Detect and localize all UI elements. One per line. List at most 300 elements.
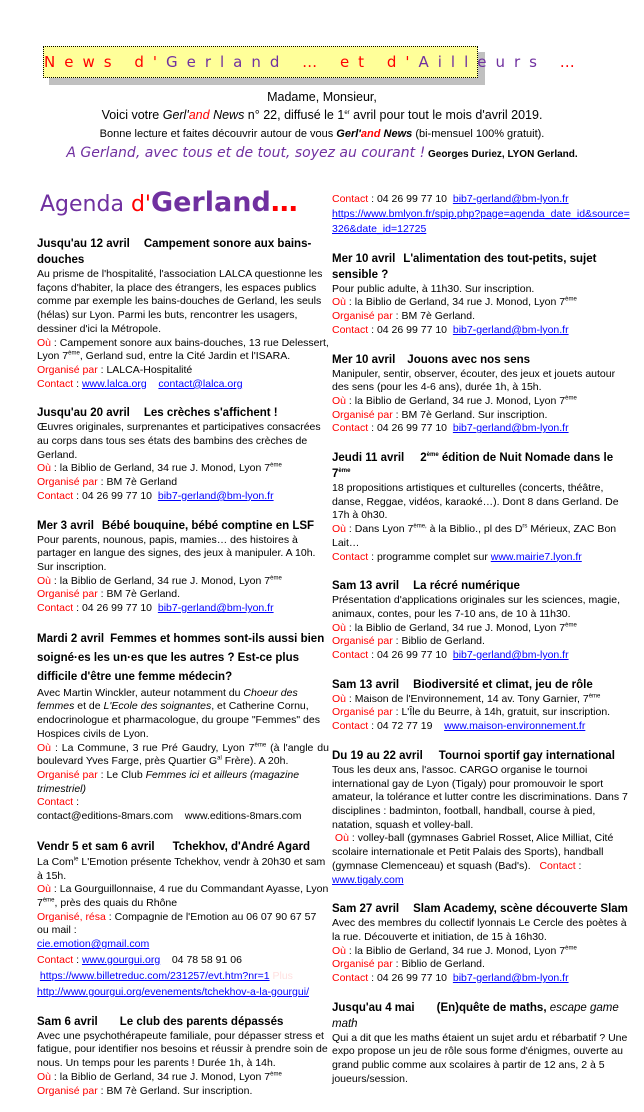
label-ou: Où: [37, 336, 52, 349]
event-heading: [332, 677, 632, 693]
event-title: édition de Nuit Nomade dans le 7: [332, 452, 614, 481]
organizer-text: Biblio de Gerland.: [401, 635, 485, 648]
event-heading: [37, 405, 329, 421]
sep: :: [392, 408, 402, 421]
event-heading: [332, 251, 632, 283]
banner-title: [43, 46, 584, 78]
label-contact: Contact: [37, 602, 74, 615]
event-heading: [332, 450, 632, 482]
sep: :: [73, 796, 80, 809]
location-text: la Biblio de Gerland, 34 rue J. Monod, Lyon 7: [354, 394, 566, 407]
motto: A Gerland, avec tous et de tout, soyez au courant !: [66, 145, 426, 161]
body-text: Avec Martin Winckler, auteur notamment du: [37, 686, 244, 699]
label-organise-resa: Organisé, résa: [37, 910, 106, 923]
event-item: [37, 1014, 329, 1099]
motto-line: [0, 143, 644, 165]
location-text: la Biblio de Gerland, 34 rue J. Monod, Lyon 7: [354, 296, 566, 309]
label-ou: Où: [37, 574, 52, 587]
phone: 04 26 99 77 10: [376, 972, 448, 985]
sep: :: [51, 336, 60, 349]
sup: ème,: [413, 523, 427, 530]
sep: :: [51, 883, 60, 896]
event-date: Mardi 2 avril: [37, 632, 105, 645]
signature: Georges Duriez, LYON Gerland.: [425, 149, 578, 160]
label-contact: Contact: [37, 489, 74, 502]
event-title: Bébé bouquine, bébé comptine en LSF: [101, 519, 315, 532]
brand-part: Gerl': [162, 108, 189, 122]
event-item: [37, 838, 329, 1000]
banner-word-news: News: [44, 53, 121, 71]
event-body: Avec une psychothérapeute familiale, pour dépasser stress et fatigue, pour identifier nos besoins et réussir à prendre soin de nous. Un temps pour les parents ! Durée 1h, à 14h.: [37, 1029, 328, 1070]
sup: ème: [68, 350, 80, 357]
location-text: Frère). A 20h.: [221, 755, 289, 768]
sep: :: [51, 574, 60, 587]
label-organise: Organisé par: [37, 476, 98, 489]
banner-word-ailleurs: Ailleurs: [418, 53, 546, 71]
organizer-text: Le Club: [106, 768, 146, 781]
agenda-title-ellipsis: …: [270, 187, 298, 218]
label-organise: Organisé par: [332, 408, 393, 421]
event-location: [37, 742, 329, 769]
label-organise: Organisé par: [37, 588, 98, 601]
event-location: [332, 832, 632, 887]
event-heading: [37, 518, 329, 534]
sup: ème: [565, 945, 577, 952]
event-organizer: [37, 588, 329, 602]
event-title: Biodiversité et climat, jeu de rôle: [413, 678, 593, 691]
newsletter-banner: [43, 46, 584, 79]
sup: ème: [270, 1071, 282, 1078]
event-location: [332, 622, 632, 636]
greeting: Madame, Monsieur,: [267, 90, 377, 104]
event-organizer: [37, 1085, 329, 1099]
sup: al: [217, 755, 222, 762]
agenda-url-line: [332, 207, 632, 237]
banner-word-d: d': [120, 53, 166, 71]
phone: 04 26 99 77 10: [376, 649, 448, 662]
sep: :: [51, 1070, 60, 1083]
event-date: Jusqu'au 12 avril: [37, 238, 130, 250]
label-organise: Organisé par: [37, 768, 98, 781]
event-contact: [332, 422, 632, 436]
sup: ème: [588, 693, 601, 700]
sup: ème: [426, 452, 439, 459]
banner-ellipsis-1: …: [288, 53, 340, 71]
event-location: [37, 1071, 329, 1085]
event-title: (En)quête de maths,: [436, 1001, 550, 1014]
banner-word-gerland: Gerland: [165, 53, 289, 71]
body-text: L'Emotion présente Tchekhov, vendr à 20h30 et sam à 15h.: [37, 855, 326, 882]
sup: ème: [565, 622, 577, 629]
sep: :: [368, 972, 377, 985]
event-date: Sam 27 avril: [332, 903, 400, 916]
sup: ème: [338, 468, 351, 475]
banner-ellipsis-2: …: [545, 53, 584, 71]
label-ou: Où: [332, 296, 347, 309]
issue-line: [0, 106, 644, 125]
event-item: [332, 1000, 632, 1087]
sep: :: [368, 323, 377, 336]
sep: :: [575, 859, 582, 872]
sep: :: [346, 944, 355, 957]
event-contact: [332, 649, 632, 663]
sup: ème: [565, 296, 577, 303]
event-body: [37, 687, 329, 742]
email-link[interactable]: bib7-gerland@bm-lyon.fr: [452, 422, 569, 435]
location-text: Maison de l'Environnement, 14 av. Tony Garnier, 7: [354, 692, 589, 705]
event-organizer: [332, 409, 632, 423]
sep: :: [346, 692, 355, 705]
event-title: Les crèches s'affichent !: [143, 407, 278, 420]
agenda-title-word: Agenda: [40, 192, 131, 217]
continued-contact: [332, 193, 632, 237]
label-ou: Où: [37, 462, 52, 475]
location-text: à la Biblio., pl des D: [426, 523, 523, 536]
label-contact: Contact: [539, 859, 576, 872]
location-text: La Gourguillonnaise, 4 rue du Commandant Ayasse, Lyon 7: [37, 883, 329, 909]
brand-part: and: [188, 108, 210, 122]
sep: :: [392, 635, 402, 648]
body-text: et de: [74, 700, 104, 713]
brand-part: News: [209, 108, 245, 122]
brand-part: and: [360, 128, 381, 140]
location-text: Campement sonore aux bains-douches, 13 rue Delessert, Lyon 7: [37, 336, 329, 363]
sep: :: [105, 910, 115, 923]
label-contact: Contact: [332, 193, 369, 205]
event-date: Mer 10 avril: [332, 252, 396, 265]
banner-word-et-d: et d': [339, 53, 419, 71]
event-body: Tous les deux ans, l'assoc. CARGO organise le tournoi international gay de Lyon (Tigaly) pour promouvoir le sport amateur, la tolérance et lutter contre les discriminations. Dans 7 disciplines : badminton, football, handball, course à pied, natation, squash et volley-ball.: [332, 763, 628, 831]
event-heading: [37, 1014, 329, 1030]
brand-part: News: [380, 128, 413, 140]
sep: :: [97, 363, 107, 376]
phone: 04 72 77 19: [376, 720, 433, 733]
location-text: la Biblio de Gerland, 34 rue J. Monod, Lyon 7: [59, 574, 271, 587]
email-line: [37, 938, 329, 952]
event-heading: [332, 578, 632, 594]
event-contact: [332, 720, 632, 734]
website-link[interactable]: www.mairie7.lyon.fr: [490, 550, 582, 563]
event-body: 18 propositions artistiques et culturelles (concerts, théâtre, danse, Reggae, vidéos, karaoké…). Dont 8 dans Gerland. De 17h à 0h30.: [332, 482, 619, 522]
sep: :: [346, 621, 355, 634]
label-organise: Organisé par: [37, 363, 98, 376]
intro: [0, 89, 644, 165]
event-title: 2: [420, 452, 427, 465]
event-location: [332, 945, 632, 959]
location-text: La Commune, 3 rue Pré Gaudry, Lyon 7: [61, 741, 255, 754]
book-title: L'Ecole des soignantes: [103, 700, 212, 713]
label-ou: Où: [332, 523, 347, 536]
issue-text: Voici votre: [101, 108, 163, 122]
event-title: Jouons avec nos sens: [407, 353, 531, 366]
phone: 04 26 99 77 10: [81, 489, 153, 502]
sup: ème: [270, 575, 282, 582]
event-location: [37, 883, 329, 910]
sup: ème: [270, 462, 282, 469]
organizer-text: BM 7è Gerland.: [106, 588, 181, 601]
event-heading: [332, 352, 632, 368]
event-date: Mer 3 avril: [37, 519, 94, 532]
email-link[interactable]: bib7-gerland@bm-lyon.fr: [452, 323, 569, 336]
event-item: [37, 630, 329, 824]
location-text: Mérieux, ZAC Bon Lait…: [332, 523, 617, 549]
event-location: [332, 296, 632, 310]
event-heading: [332, 748, 632, 764]
event-body: Avec des membres du collectif lyonnais Le Cercle des poètes à la rue. Découverte et initiation, de 15 à 16h30.: [332, 917, 627, 943]
sup: ème: [42, 897, 55, 904]
body-text: La Com: [37, 855, 74, 868]
organizer-text: BM 7è Gerland: [106, 476, 178, 489]
organizer-text: Compagnie de l'Emotion au 06 07 90 67 57 ou mail :: [37, 910, 317, 937]
email-link[interactable]: bib7-gerland@bm-lyon.fr: [452, 972, 569, 985]
label-ou: Où: [37, 883, 52, 896]
location-text: , près des quais du Rhône: [54, 896, 178, 909]
event-date: Mer 10 avril: [332, 353, 396, 366]
event-organizer: [37, 911, 329, 938]
sup: ème: [254, 742, 267, 749]
event-organizer: [37, 769, 329, 796]
event-contact: [37, 952, 329, 968]
event-item: [37, 236, 329, 391]
label-ou: Où: [332, 394, 347, 407]
sep: :: [368, 550, 377, 563]
website-link[interactable]: www.maison-environnement.fr: [444, 720, 586, 733]
sep: :: [73, 953, 82, 966]
event-title: Femmes et hommes sont-ils aussi bien soigné·es les un·es que les autres ? Est-ce plus difficile d'être une femme médecin?: [37, 632, 325, 683]
left-column: [37, 236, 329, 1112]
label-organise: Organisé par: [37, 1084, 98, 1097]
label-ou: Où: [332, 692, 347, 705]
sep: :: [73, 489, 82, 502]
event-body: Qui a dit que les maths étaient un sujet ardu et rébarbatif ? Une expo propose un jeu de rôle sous forme d'énigmes, ouverte au grand public comme aux scolaires à partir de 12 ans, 2 à 5 joueurs/session.: [332, 1031, 628, 1085]
sup: ème: [565, 395, 577, 402]
reading-text: Bonne lecture et faites découvrir autour de vous: [99, 128, 337, 140]
agenda-url-link[interactable]: https://www.bmlyon.fr/spip.php?page=agenda_date_id&source=326&date_id=12725: [332, 207, 630, 235]
agenda-title-d: d': [130, 192, 151, 217]
organizer-magazine: Femmes ici et ailleurs (magazine trimestriel): [37, 768, 300, 795]
email-link[interactable]: bib7-gerland@bm-lyon.fr: [157, 489, 274, 502]
event-date: Vendr 5 et sam 6 avril: [37, 840, 155, 853]
label-organise: Organisé par: [332, 310, 393, 323]
event-item: [332, 251, 632, 338]
email-link[interactable]: bib7-gerland@bm-lyon.fr: [452, 649, 569, 662]
website-link[interactable]: www.tigaly.com: [332, 873, 404, 886]
event-location: [332, 395, 632, 409]
event-body: Œuvres originales, surprenantes et participatives consacrées au corps dans tous ses états des bambins des crèches de Gerland.: [37, 421, 321, 461]
location-text: Dans Lyon 7: [354, 523, 414, 536]
label-contact: Contact: [37, 796, 74, 809]
agenda-title-gerland: Gerland: [150, 187, 271, 218]
phone: 04 78 58 91 06: [171, 953, 242, 966]
event-item: [37, 518, 329, 616]
event-body: Manipuler, sentir, observer, écouter, des jeux et jouets autour des sens (pour les 4-6 ans), durée 1h, à 15h.: [332, 367, 616, 394]
email-link[interactable]: bib7-gerland@bm-lyon.fr: [452, 193, 569, 205]
issue-text: avril pour tout le mois d'avril 2019.: [349, 108, 543, 122]
event-body: Au prisme de l'hospitalité, l'association LALCA questionne les façons d'habiter, la place des étrangers, les espaces publics comme par exemple les bains-douches de Gerland, les seuls (hélas) sur Lyon. Parmi les buts, rencontrer les usagers, dessiner d'ici la Métropole.: [37, 268, 323, 335]
label-contact: Contact: [37, 953, 74, 966]
sep: :: [51, 462, 60, 475]
label-ou: Où: [37, 741, 52, 754]
event-title: L'alimentation des tout-petits, sujet sensible ?: [332, 252, 597, 281]
organizer-text: BM 7è Gerland.: [401, 310, 476, 323]
location-text: volley-ball (gymnases Gabriel Rosset, Alice Milliat, Cité scolaire internationale et Petit Palais des Sports), handball (gymnase Clemenceau) et squash (Bad's).: [332, 832, 614, 872]
book-title: Choeur des femmes: [37, 686, 298, 713]
website-link[interactable]: www.lalca.org: [81, 377, 147, 390]
label-contact: Contact: [332, 720, 369, 733]
website-link[interactable]: www.gourgui.org: [81, 953, 161, 966]
sep: :: [348, 832, 358, 845]
label-contact: Contact: [332, 649, 369, 662]
organizer-text: BM 7è Gerland. Sur inscription.: [401, 408, 548, 421]
event-contact: [332, 324, 632, 338]
label-ou: Où: [37, 1070, 52, 1083]
email-link[interactable]: bib7-gerland@bm-lyon.fr: [157, 602, 274, 615]
label-organise: Organisé par: [332, 635, 393, 648]
event-title: Tournoi sportif gay international: [438, 749, 615, 762]
sep: :: [97, 476, 107, 489]
sep: :: [392, 958, 402, 971]
label-ou: Où: [332, 944, 347, 957]
label-ou: Où: [334, 832, 349, 845]
sep: :: [97, 1084, 107, 1097]
event-heading: [37, 838, 329, 856]
label-contact: Contact: [37, 377, 74, 390]
sep: :: [368, 422, 377, 435]
agenda-title: [40, 187, 298, 218]
sep: :: [392, 706, 402, 719]
sep: :: [97, 588, 107, 601]
reading-text: (bi-mensuel 100% gratuit).: [412, 128, 545, 140]
location-text: la Biblio de Gerland, 34 rue J. Monod, Lyon 7: [354, 944, 566, 957]
sep: :: [73, 602, 82, 615]
sep: :: [97, 768, 107, 781]
event-item: [37, 405, 329, 503]
label-contact: Contact: [332, 422, 369, 435]
event-contact: [37, 378, 329, 392]
event-item: [332, 578, 632, 663]
event-location: [332, 523, 632, 550]
event-location: [332, 693, 632, 707]
event-organizer: [332, 706, 632, 720]
event-contact: [332, 551, 632, 565]
event-location: [37, 575, 329, 589]
phone: 04 26 99 77 10: [376, 323, 448, 336]
event-organizer: [332, 310, 632, 324]
faint-text: Plus: [269, 969, 293, 982]
event-contact: [332, 972, 632, 986]
event-date: Jeudi 11 avril: [332, 452, 405, 465]
brand-part: Gerl': [336, 128, 361, 140]
event-title: La récré numérique: [413, 580, 520, 593]
phone: 04 26 99 77 10: [376, 422, 448, 435]
phone: 04 26 99 77 10: [376, 193, 448, 205]
event-body: Pour parents, nounous, papis, mamies… des histoires à partager en langue des signes, des jeux à manipuler. A 10h. Sur inscription.: [37, 533, 316, 573]
event-date: Sam 6 avril: [37, 1015, 98, 1028]
event-heading: [332, 901, 632, 917]
event-page-link[interactable]: http://www.gourgui.org/evenements/tchekhov-a-la-gourgui/: [37, 985, 309, 998]
ticket-link[interactable]: https://www.billetreduc.com/231257/evt.htm?nr=1: [39, 969, 270, 982]
event-organizer: [37, 476, 329, 490]
label-organise: Organisé par: [332, 958, 393, 971]
event-organizer: [37, 364, 329, 378]
issue-text: n° 22, diffusé le 1: [244, 108, 345, 122]
email-link[interactable]: cie.emotion@gmail.com: [37, 938, 150, 951]
event-body: Pour public adulte, à 11h30. Sur inscription.: [332, 282, 535, 295]
sup: ie: [73, 856, 79, 863]
event-date: Sam 13 avril: [332, 678, 400, 691]
location-text: la Biblio de Gerland, 34 rue J. Monod, Lyon 7: [59, 1070, 271, 1083]
issue-sup: er: [344, 109, 350, 116]
organizer-text: BM 7è Gerland. Sur inscription.: [106, 1084, 253, 1097]
sep: :: [51, 741, 62, 754]
event-date: Du 19 au 22 avril: [332, 749, 423, 762]
sup: rs: [522, 523, 528, 530]
sep: :: [346, 523, 355, 536]
label-contact: Contact: [332, 550, 369, 563]
sep: :: [346, 296, 355, 309]
event-date: Jusqu'au 20 avril: [37, 407, 130, 420]
sep: :: [368, 720, 377, 733]
event-title: Campement sonore aux bains-douches: [37, 238, 312, 266]
label-ou: Où: [332, 621, 347, 634]
reading-line: [0, 125, 644, 143]
event-contact: [37, 490, 329, 504]
event-title: Tchekhov, d'André Agard: [172, 840, 310, 853]
sep: :: [346, 394, 355, 407]
contact-text: programme complet sur: [376, 550, 491, 563]
event-body: Présentation d'applications originales sur les sciences, magie, animaux, contes, pour les 7-10 ans, de 10 à 11h30.: [332, 594, 620, 620]
event-item: [332, 677, 632, 734]
event-page-line: [37, 984, 329, 1000]
event-item: [332, 748, 632, 887]
event-date: Jusqu'au 4 mai: [332, 1001, 415, 1014]
event-title: Slam Academy, scène découverte Slam: [413, 903, 628, 916]
sep: :: [73, 377, 82, 390]
event-organizer: [332, 635, 632, 649]
event-location: [37, 337, 329, 364]
organizer-text: LALCA-Hospitalité: [106, 363, 193, 376]
email-link[interactable]: contact@lalca.org: [158, 377, 243, 390]
location-text: (à l'angle du boulevard Yves Farge, près Quartier G: [37, 741, 329, 768]
event-date: Sam 13 avril: [332, 580, 400, 593]
location-text: , Gerland sud, entre la Cité Jardin et l'ISARA.: [79, 350, 291, 363]
event-contact: [37, 796, 329, 823]
organizer-text: L'Île du Beurre, à 14h, gratuit, sur inscription.: [401, 706, 611, 719]
event-item: [332, 352, 632, 437]
sep: :: [368, 649, 377, 662]
event-heading: [332, 1000, 632, 1032]
event-location: [37, 462, 329, 476]
label-organise: Organisé par: [332, 706, 393, 719]
sep: :: [368, 193, 377, 205]
event-contact: [332, 193, 632, 207]
label-contact: Contact: [332, 972, 369, 985]
event-organizer: [332, 958, 632, 972]
event-heading: [37, 630, 329, 687]
organizer-text: Biblio de Gerland.: [401, 958, 485, 971]
contact-text: contact@editions-8mars.com www.editions-8mars.com: [37, 810, 302, 823]
event-body: [37, 856, 329, 883]
phone: 04 26 99 77 10: [81, 602, 153, 615]
sep: :: [392, 310, 402, 323]
right-column: [332, 193, 632, 1101]
event-item: [332, 450, 632, 564]
event-title: Le club des parents dépassés: [119, 1015, 284, 1028]
event-heading: [37, 236, 329, 268]
event-contact: [37, 602, 329, 616]
body-text: , et Catherine Cornu, endocrinologue et pharmacologue, du groupe "Femmes" des Hospices civils de Lyon.: [37, 700, 320, 740]
event-item: [332, 901, 632, 986]
